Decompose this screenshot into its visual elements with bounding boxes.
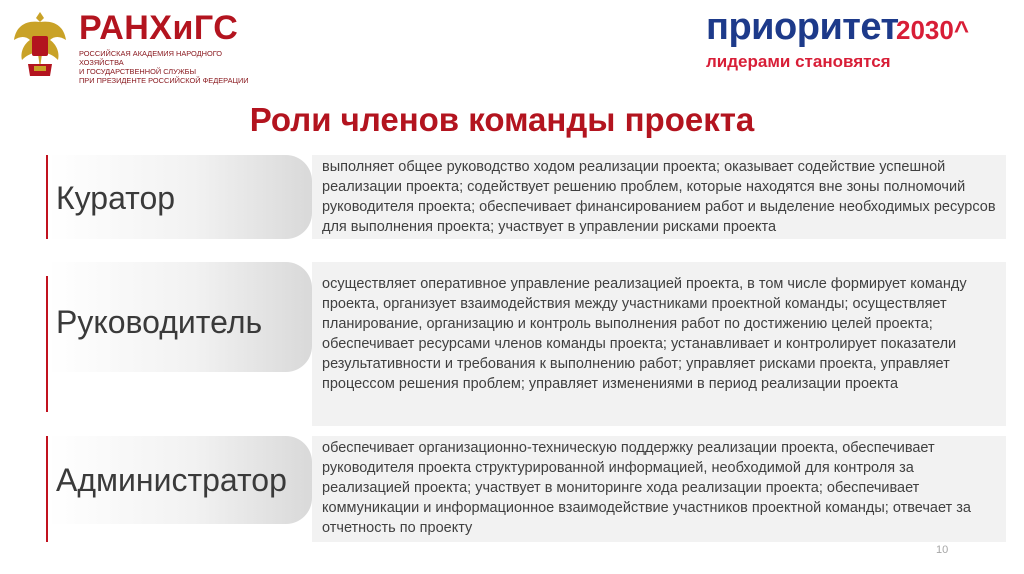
- role-description: обеспечивает организационно-техническую поддержку реализации проекта, обеспечивает руководителя проекта структурированной информацией, необходимой для контроля за реализацией проекта; участвует в мониторинге хода реализации проекта; обеспечивает коммуникации и информационное взаимодействие участников проектной команды; отвечает за отчетность по проекту: [312, 436, 1006, 542]
- priority-tagline: лидерами становятся: [706, 52, 891, 71]
- role-label: Руководитель: [56, 304, 263, 340]
- priority-year: 2030^: [896, 15, 970, 45]
- ranepa-logo: [10, 8, 250, 85]
- double-headed-eagle-emblem-icon: [10, 8, 70, 80]
- role-label: Администратор: [56, 462, 287, 498]
- slide-title: Роли членов команды проекта: [249, 101, 755, 138]
- ranepa-name: РАНХиГС: [79, 9, 239, 47]
- priority-word: приоритет: [706, 6, 899, 48]
- role-description: осуществляет оперативное управление реализацией проекта, в том числе формирует команду проекта, организует взаимодействия между участниками проектной команды; осуществляет планирование, организацию и контроль выполнения работ по достижению целей проекта; обеспечивает ресурсами членов команды проекта; устанавливает и контролирует показатели результативности и требования к выполнению работ; управляет рисками проекта, управляет процессом решения проблем; управляет изменениями в период реализации проекта: [312, 262, 1006, 426]
- role-row-manager: [0, 262, 1024, 426]
- ranepa-subtitle: РОССИЙСКАЯ АКАДЕМИЯ НАРОДНОГО ХОЗЯЙСТВА И ГОСУДАРСТВЕННОЙ СЛУЖБЫ ПРИ ПРЕЗИДЕНТЕ РОССИЙСКОЙ ФЕДЕРАЦИИ: [79, 49, 249, 85]
- priority-2030-logo: [706, 5, 1016, 75]
- role-description: выполняет общее руководство ходом реализации проекта; оказывает содействие успешной реализации проекта; содействует решению проблем, которые находятся вне зоны полномочий руководителя проекта; обеспечивает финансированием работ и выделение необходимых ресурсов для выполнения проекта; участвует в управлении рисками проекта: [312, 155, 1006, 239]
- role-label: Куратор: [56, 180, 176, 216]
- page-number: 10: [936, 544, 949, 556]
- role-row-curator: [0, 155, 1024, 239]
- role-row-administrator: [0, 436, 1024, 542]
